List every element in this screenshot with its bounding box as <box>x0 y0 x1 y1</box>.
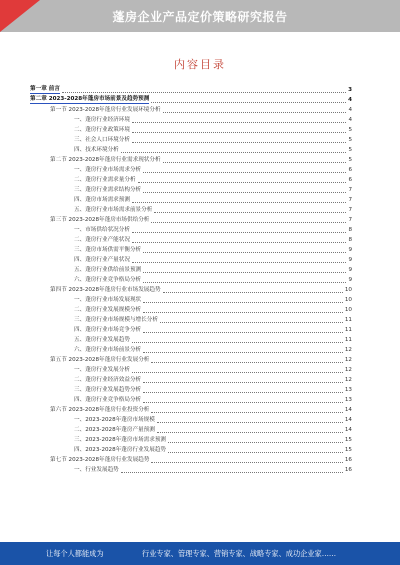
toc-entry-title: 一、蓬房行业经济环境 <box>74 117 130 123</box>
toc-entry[interactable] <box>30 284 352 294</box>
toc-entry[interactable] <box>30 214 352 224</box>
toc-entry-title: 三、蓬房市场供需平衡分析 <box>74 247 142 253</box>
toc-leader-dots <box>143 169 346 173</box>
toc-entry-title: 六、蓬房行业市场前景分析 <box>74 347 142 353</box>
toc-entry-page: 3 <box>348 87 352 93</box>
toc-leader-dots <box>168 449 343 453</box>
toc-entry-title: 第五节 2023-2028年蓬房行业发展分析 <box>50 357 150 363</box>
toc-leader-dots <box>157 429 343 433</box>
toc-entry[interactable] <box>30 184 352 194</box>
toc-entry[interactable] <box>30 394 352 404</box>
toc-heading: 内容目录 <box>174 58 226 71</box>
toc-entry[interactable] <box>30 94 352 104</box>
toc-entry-page: 12 <box>344 347 352 353</box>
toc-entry-page: 6 <box>348 167 352 173</box>
toc-entry-title: 第三节 2023-2028年蓬房市场供给分析 <box>50 217 150 223</box>
toc-entry-title: 二、蓬房行业产能状况 <box>74 237 130 243</box>
table-of-contents <box>30 84 352 474</box>
toc-entry-page: 4 <box>348 117 352 123</box>
toc-entry-title: 二、蓬房行业政策环境 <box>74 127 130 133</box>
toc-entry-title: 一、2023-2028年蓬房市场规模 <box>74 417 155 423</box>
toc-entry-title: 二、蓬房行业需求量分析 <box>74 177 136 183</box>
toc-entry-title: 三、2023-2028年蓬房市场需求预测 <box>74 437 167 443</box>
toc-entry-title: 第一节 2023-2028年蓬房行业发展环境分析 <box>50 107 161 113</box>
toc-entry-title: 一、市场供给状况分析 <box>74 227 130 233</box>
toc-leader-dots <box>132 239 346 243</box>
toc-leader-dots <box>157 419 343 423</box>
toc-entry[interactable] <box>30 334 352 344</box>
toc-entry[interactable] <box>30 444 352 454</box>
toc-entry-page: 9 <box>348 267 352 273</box>
toc-leader-dots <box>151 359 342 363</box>
toc-entry-page: 10 <box>344 287 352 293</box>
toc-leader-dots <box>143 189 346 193</box>
toc-entry-page: 9 <box>348 247 352 253</box>
toc-leader-dots <box>132 199 346 203</box>
toc-entry-page: 10 <box>344 307 352 313</box>
toc-entry[interactable] <box>30 104 352 114</box>
toc-entry-page: 5 <box>348 137 352 143</box>
toc-leader-dots <box>143 269 346 273</box>
report-title: 蓬房企业产品定价策略研究报告 <box>112 10 288 24</box>
toc-entry[interactable] <box>30 354 352 364</box>
toc-entry-title: 三、蓬房行业发展趋势分析 <box>74 387 142 393</box>
toc-entry[interactable] <box>30 294 352 304</box>
toc-entry-page: 11 <box>344 317 352 323</box>
toc-leader-dots <box>138 179 347 183</box>
toc-entry-title: 二、蓬房行业发展规模分析 <box>74 307 142 313</box>
toc-entry-title: 第六节 2023-2028年蓬房行业投资分析 <box>50 407 150 413</box>
toc-entry-page: 7 <box>348 207 352 213</box>
toc-entry-title: 四、2023-2028年蓬房行业发展趋势 <box>74 447 167 453</box>
toc-entry-page: 12 <box>344 377 352 383</box>
toc-entry[interactable] <box>30 174 352 184</box>
toc-entry[interactable] <box>30 364 352 374</box>
toc-entry-title: 四、技术环境分析 <box>74 147 119 153</box>
toc-leader-dots <box>132 339 343 343</box>
toc-leader-dots <box>163 159 347 163</box>
toc-entry[interactable] <box>30 424 352 434</box>
toc-entry-title: 三、蓬房行业需求结构分析 <box>74 187 142 193</box>
toc-leader-dots <box>143 379 343 383</box>
toc-leader-dots <box>151 99 346 103</box>
toc-leader-dots <box>143 299 343 303</box>
toc-entry-page: 4 <box>348 97 352 103</box>
toc-entry[interactable] <box>30 154 352 164</box>
toc-entry-title: 四、蓬房行业产量状况 <box>74 257 130 263</box>
toc-entry[interactable] <box>30 264 352 274</box>
toc-leader-dots <box>143 389 343 393</box>
toc-entry[interactable] <box>30 144 352 154</box>
toc-leader-dots <box>143 329 343 333</box>
toc-leader-dots <box>132 259 346 263</box>
toc-entry-page: 12 <box>344 357 352 363</box>
toc-entry[interactable] <box>30 254 352 264</box>
toc-entry-page: 12 <box>344 367 352 373</box>
toc-entry-title: 五、蓬房行业发展趋势 <box>74 337 130 343</box>
toc-entry-title: 一、蓬房行业发展分析 <box>74 367 130 373</box>
toc-entry-page: 16 <box>344 467 352 473</box>
toc-entry-page: 10 <box>344 297 352 303</box>
toc-entry-title: 四、蓬房行业竞争格局分析 <box>74 397 142 403</box>
toc-entry-page: 8 <box>348 237 352 243</box>
footer-slogan-left: 让每个人都能成为 <box>46 549 104 558</box>
toc-leader-dots <box>121 149 347 153</box>
toc-entry-page: 5 <box>348 127 352 133</box>
toc-entry-page: 14 <box>344 417 352 423</box>
toc-entry-title: 四、蓬房行业市场竞争分析 <box>74 327 142 333</box>
toc-leader-dots <box>160 319 343 323</box>
toc-entry[interactable] <box>30 194 352 204</box>
toc-entry-page: 9 <box>348 257 352 263</box>
toc-entry-page: 15 <box>344 447 352 453</box>
toc-entry-page: 11 <box>344 337 352 343</box>
toc-leader-dots <box>132 369 343 373</box>
toc-entry[interactable] <box>30 274 352 284</box>
toc-entry-page: 16 <box>344 457 352 463</box>
toc-entry-title: 第四节 2023-2028年蓬房行业市场发展趋势 <box>50 287 161 293</box>
toc-leader-dots <box>132 119 346 123</box>
toc-entry-title: 一、行业发展趋势 <box>74 467 119 473</box>
toc-entry-page: 8 <box>348 227 352 233</box>
toc-entry-page: 14 <box>344 427 352 433</box>
toc-entry[interactable] <box>30 454 352 464</box>
toc-entry[interactable] <box>30 434 352 444</box>
toc-entry-title: 三、社会人口环境分析 <box>74 137 130 143</box>
toc-entry[interactable] <box>30 204 352 214</box>
toc-entry-page: 4 <box>348 107 352 113</box>
toc-entry[interactable] <box>30 234 352 244</box>
toc-entry[interactable] <box>30 134 352 144</box>
toc-entry-title: 第二章 2023-2028年蓬房市场前景及趋势预测 <box>30 96 150 102</box>
toc-entry-title: 一、蓬房行业市场发展现状 <box>74 297 142 303</box>
toc-entry[interactable] <box>30 404 352 414</box>
toc-leader-dots <box>143 399 343 403</box>
toc-leader-dots <box>132 129 346 133</box>
toc-entry-page: 5 <box>348 147 352 153</box>
toc-entry[interactable] <box>30 244 352 254</box>
toc-leader-dots <box>132 229 346 233</box>
toc-leader-dots <box>143 309 343 313</box>
toc-leader-dots <box>143 249 346 253</box>
toc-entry[interactable] <box>30 414 352 424</box>
toc-entry-title: 第一章 前言 <box>30 86 60 92</box>
toc-leader-dots <box>163 289 343 293</box>
toc-leader-dots <box>143 349 343 353</box>
toc-entry-page: 14 <box>344 407 352 413</box>
footer-slogan-right: 行业专家、管理专家、营销专家、战略专家、成功企业家…… <box>142 549 337 558</box>
toc-entry-page: 7 <box>348 217 352 223</box>
toc-entry[interactable] <box>30 114 352 124</box>
toc-entry[interactable] <box>30 84 352 94</box>
toc-entry-page: 7 <box>348 187 352 193</box>
toc-entry-title: 六、蓬房行业竞争格局分析 <box>74 277 142 283</box>
toc-entry[interactable] <box>30 314 352 324</box>
toc-entry-title: 一、蓬房行业市场需求分析 <box>74 167 142 173</box>
toc-entry[interactable] <box>30 344 352 354</box>
toc-entry-page: 6 <box>348 177 352 183</box>
toc-leader-dots <box>121 469 343 473</box>
toc-entry-page: 5 <box>348 157 352 163</box>
toc-entry[interactable] <box>30 464 352 474</box>
toc-entry-title: 五、蓬房行业供给前景预测 <box>74 267 142 273</box>
toc-entry-title: 第二节 2023-2028年蓬房行业需求现状分析 <box>50 157 161 163</box>
report-header <box>0 0 400 32</box>
toc-entry[interactable] <box>30 374 352 384</box>
toc-entry-page: 9 <box>348 277 352 283</box>
toc-entry-page: 11 <box>344 327 352 333</box>
toc-entry-title: 四、蓬房市场需求预测 <box>74 197 130 203</box>
toc-entry[interactable] <box>30 384 352 394</box>
toc-leader-dots <box>151 409 342 413</box>
toc-entry-title: 第七节 2023-2028年蓬房行业发展趋势 <box>50 457 150 463</box>
toc-entry-title: 二、蓬房行业经济效益分析 <box>74 377 142 383</box>
toc-entry[interactable] <box>30 324 352 334</box>
toc-entry-title: 三、蓬房行业市场规模与增长分析 <box>74 317 158 323</box>
toc-entry-page: 13 <box>344 397 352 403</box>
toc-entry-page: 7 <box>348 197 352 203</box>
toc-entry-title: 五、蓬房行业市场需求前景分析 <box>74 207 153 213</box>
toc-leader-dots <box>151 219 346 223</box>
toc-leader-dots <box>62 89 346 93</box>
toc-entry-page: 13 <box>344 387 352 393</box>
toc-leader-dots <box>154 209 346 213</box>
toc-entry[interactable] <box>30 164 352 174</box>
toc-leader-dots <box>151 459 342 463</box>
toc-entry-page: 15 <box>344 437 352 443</box>
toc-entry[interactable] <box>30 304 352 314</box>
toc-entry[interactable] <box>30 224 352 234</box>
toc-entry[interactable] <box>30 124 352 134</box>
toc-leader-dots <box>132 139 346 143</box>
footer-banner <box>0 542 400 565</box>
toc-leader-dots <box>163 109 347 113</box>
toc-leader-dots <box>143 279 346 283</box>
toc-leader-dots <box>168 439 343 443</box>
toc-entry-title: 二、2023-2028年蓬房产量预测 <box>74 427 155 433</box>
